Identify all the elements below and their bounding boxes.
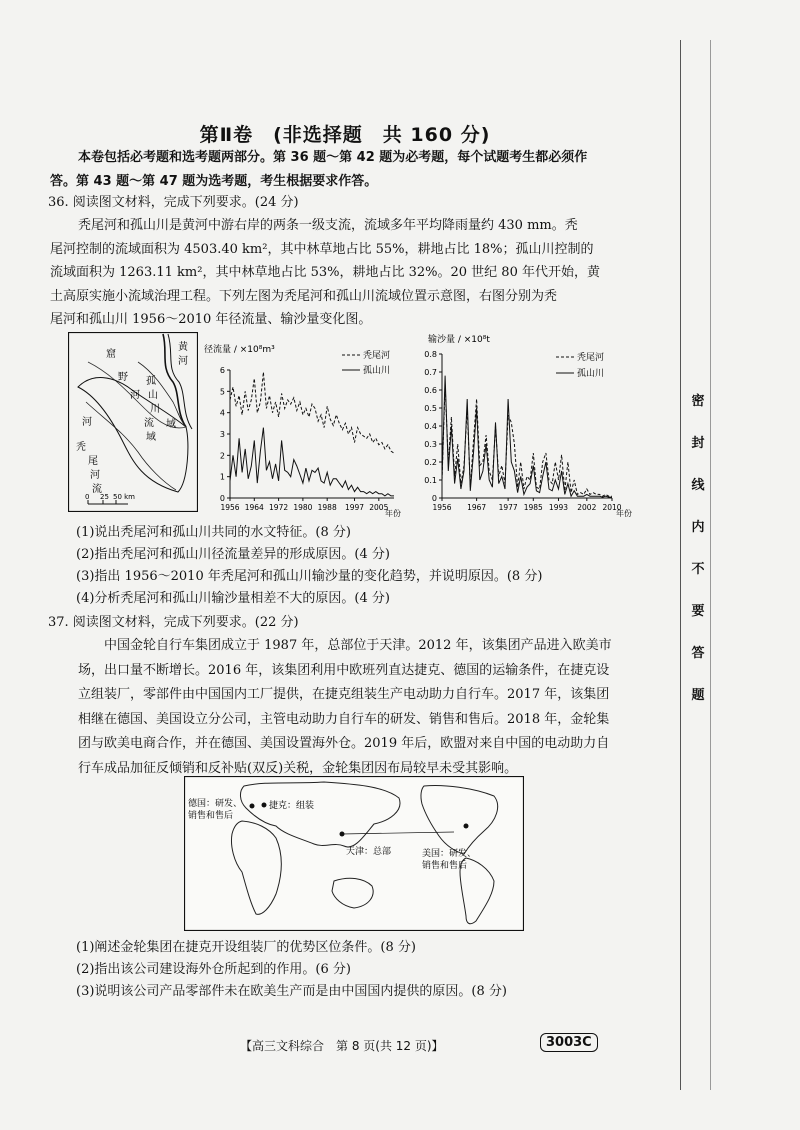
germany-label: 德国：研发、 xyxy=(188,799,243,809)
q36-text-line: 流域面积为 1263.11 km²，其中林草地占比 53%，耕地占比 32%。20 世纪 80 年代开始，黄 xyxy=(50,265,600,280)
map-label: 河 xyxy=(130,390,140,401)
x-tick-label: 2005 xyxy=(369,503,389,512)
x-tick-label: 1956 xyxy=(220,503,240,512)
runoff-x-unit: 年份 xyxy=(385,509,401,518)
map-label: 川 xyxy=(150,404,160,415)
scale-label: 50 km xyxy=(113,493,136,501)
map-label: 河 xyxy=(90,470,100,481)
sediment-chart xyxy=(418,330,648,520)
world-map xyxy=(184,776,524,931)
seal-char: 题 xyxy=(691,688,705,703)
q37-text-line: 中国金轮自行车集团成立于 1987 年，总部位于天津。2012 年，该集团产品进入欧美市 xyxy=(104,638,612,653)
y-tick-label: 0.3 xyxy=(424,440,437,449)
q37-text-line: 行车成品加征反倾销和反补贴(双反)关税，金轮集团因布局较早未受其影响。 xyxy=(78,760,518,776)
x-tick-label: 1956 xyxy=(432,503,452,512)
seal-char: 封 xyxy=(691,436,705,451)
q37-heading: 37. 阅读图文材料，完成下列要求。(22 分) xyxy=(48,615,299,630)
intro-line: 本卷包括必考题和选考题两部分。第 36 题～第 42 题为必考题，每个试题考生都必须作 xyxy=(78,150,588,165)
y-tick-label: 0.5 xyxy=(424,404,437,413)
intro-line: 答。第 43 题～第 47 题为选考题，考生根据要求作答。 xyxy=(50,173,378,189)
q37-sub-questions xyxy=(76,937,507,1003)
germany-marker xyxy=(250,804,255,809)
q37-question: (3)说明该公司产品零部件未在欧美生产而是由中国国内提供的原因。(8 分) xyxy=(76,984,507,999)
q37-question: (2)指出该公司建设海外仓所起到的作用。(6 分) xyxy=(76,962,351,977)
x-tick-label: 1967 xyxy=(467,503,487,512)
map-label: 尾 xyxy=(88,456,98,467)
series-line-gushan xyxy=(442,376,612,498)
seal-char: 线 xyxy=(691,478,705,493)
x-tick-label: 1993 xyxy=(548,503,569,512)
runoff-chart xyxy=(200,340,412,518)
map-label: 域 xyxy=(146,432,156,443)
czech-label: 捷克：组装 xyxy=(269,801,315,811)
usa-label: 销售和售后 xyxy=(422,861,468,871)
y-tick-label: 0.8 xyxy=(424,350,437,359)
y-tick-label: 4 xyxy=(219,408,225,418)
q36-sub-questions xyxy=(76,522,542,610)
tianjin-label: 天津：总部 xyxy=(346,847,392,857)
q36-text-line: 秃尾河和孤山川是黄河中游右岸的两条一级支流，流域多年平均降雨量约 430 mm。秃 xyxy=(78,218,578,233)
czech-marker xyxy=(262,803,267,808)
y-tick-label: 0 xyxy=(431,494,437,503)
map-label: 黄 xyxy=(178,342,188,353)
usa-label: 美国：研发、 xyxy=(422,849,477,859)
x-tick-label: 2010 xyxy=(602,503,622,512)
seal-line-outer xyxy=(710,40,711,1090)
sediment-chart-title: 输沙量 / ×10⁸t xyxy=(428,335,490,345)
germany-label: 销售和售后 xyxy=(188,811,234,821)
q37-question: (1)阐述金轮集团在捷克开设组装厂的优势区位条件。(8 分) xyxy=(76,940,416,955)
q37-text-line: 场，出口量不断增长。2016 年，该集团利用中欧班列直达捷克、德国的运输条件，在捷克设 xyxy=(78,662,610,678)
map-label: 流 xyxy=(144,418,154,429)
q36-question: (3)指出 1956～2010 年秃尾河和孤山川输沙量的变化趋势，并说明原因。(8 分) xyxy=(76,569,543,584)
q37-text-line: 立组装厂，零部件由中国国内工厂提供，在捷克组装生产电动助力自行车。2017 年，该集团 xyxy=(78,687,610,702)
map-label: 山 xyxy=(148,390,158,401)
x-tick-label: 1997 xyxy=(344,503,365,512)
map-label: 野 xyxy=(118,372,128,383)
y-tick-label: 6 xyxy=(219,366,225,375)
legend-label-gushan: 孤山川 xyxy=(363,366,391,376)
y-tick-label: 1 xyxy=(219,472,225,482)
y-tick-label: 0.7 xyxy=(424,368,437,377)
q37-material xyxy=(78,634,678,781)
y-tick-label: 0 xyxy=(219,494,225,503)
runoff-chart-title: 径流量 / ×10⁸m³ xyxy=(204,345,275,355)
map-label: 域 xyxy=(166,419,176,430)
q36-text-line: 土高原实施小流域治理工程。下列左图为秃尾河和孤山川流域位置示意图，右图分别为秃 xyxy=(50,288,558,304)
map-label: 窟 xyxy=(106,349,116,360)
x-tick-label: 1985 xyxy=(523,503,543,512)
sediment-x-unit: 年份 xyxy=(616,509,632,518)
y-tick-label: 5 xyxy=(219,387,225,397)
x-tick-label: 1980 xyxy=(293,503,313,512)
x-tick-label: 1972 xyxy=(269,503,289,512)
map-label: 秃 xyxy=(76,442,86,453)
seal-char: 要 xyxy=(691,604,705,619)
q36-question: (2)指出秃尾河和孤山川径流量差异的形成原因。(4 分) xyxy=(76,547,390,562)
series-line-gushan xyxy=(230,428,394,496)
map-label: 河 xyxy=(82,417,92,428)
q37-text-line: 相继在德国、美国设立分公司，主管电动助力自行车的研发、销售和售后。2018 年，金轮集 xyxy=(78,711,610,727)
intro-paragraph xyxy=(50,146,678,193)
q36-text-line: 尾河控制的流域面积为 4503.40 km²，其中林草地占比 55%，耕地占比 18%；孤山川控制的 xyxy=(50,241,594,257)
q36-question: (1)说出秃尾河和孤山川共同的水文特征。(8 分) xyxy=(76,525,351,540)
y-tick-label: 0.6 xyxy=(424,386,437,395)
x-tick-label: 2002 xyxy=(577,503,597,512)
legend-label-tuwei: 秃尾河 xyxy=(363,351,391,361)
scale-label: 25 xyxy=(100,493,109,501)
x-tick-label: 1988 xyxy=(317,503,337,512)
map-label: 河 xyxy=(178,356,188,367)
q36-material xyxy=(50,214,680,332)
x-tick-label: 1977 xyxy=(498,503,518,512)
scale-label: 0 xyxy=(85,493,90,501)
page-title: 第Ⅱ卷 (非选择题 共 160 分) xyxy=(199,124,491,146)
y-tick-label: 0.4 xyxy=(424,422,437,431)
q36-text-line: 尾河和孤山川 1956～2010 年径流量、输沙量变化图。 xyxy=(50,312,372,327)
exam-code: 3003C xyxy=(540,1033,598,1052)
usa-marker xyxy=(464,824,469,829)
map-label: 孤 xyxy=(146,376,156,387)
river-location-map xyxy=(68,332,198,512)
seal-notice xyxy=(688,390,708,726)
legend-label-tuwei: 秃尾河 xyxy=(577,353,605,363)
map-label: 流 xyxy=(92,484,102,495)
seal-char: 不 xyxy=(691,562,705,577)
y-tick-label: 0.2 xyxy=(424,458,437,467)
x-tick-label: 1964 xyxy=(244,503,264,512)
y-tick-label: 2 xyxy=(219,451,225,461)
page-footer: 【高三文科综合 第 8 页(共 12 页)】 xyxy=(240,1039,444,1053)
y-tick-label: 3 xyxy=(219,430,225,439)
q37-text-line: 团与欧美电商合作，并在德国、美国设置海外仓。2019 年后，欧盟对来自中国的电动助力自 xyxy=(78,736,610,751)
seal-char: 内 xyxy=(691,520,705,535)
legend-label-gushan: 孤山川 xyxy=(577,369,605,379)
seal-line xyxy=(680,40,681,1090)
q36-question: (4)分析秃尾河和孤山川输沙量相差不大的原因。(4 分) xyxy=(76,591,390,606)
q36-heading: 36. 阅读图文材料，完成下列要求。(24 分) xyxy=(48,195,299,210)
y-tick-label: 0.1 xyxy=(424,476,437,485)
seal-char: 密 xyxy=(691,394,705,409)
seal-char: 答 xyxy=(691,646,705,661)
